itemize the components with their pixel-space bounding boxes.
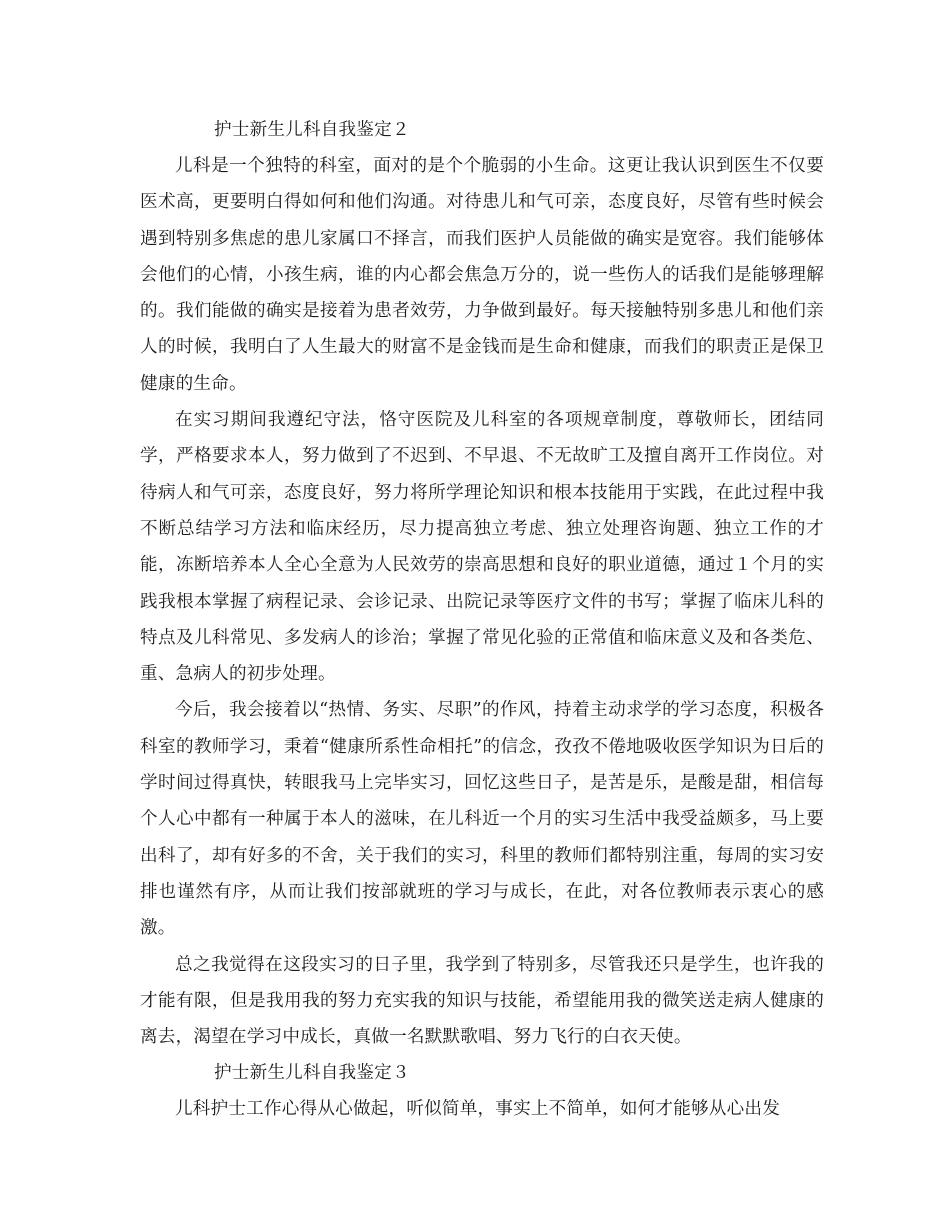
paragraph-2-1: 儿科是一个独特的科室，面对的是个个脆弱的小生命。这更让我认识到医生不仅要医术高，更要明白得如何和他们沟通。对待患儿和气可亲，态度良好，尽管有些时候会遇到特别多焦虑的患儿家属口不择言，而我们医护人员能做的确实是宽容。我们能够体会他们的心情，小孩生病，谁的内心都会焦急万分的，说一些伤人的话我们是能够理解的。我们能做的确实是接着为患者效劳，力争做到最好。每天接触特别多患儿和他们亲人的时候，我明白了人生最大的财富不是金钱而是生命和健康，而我们的职责正是保卫健康的生命。 — [140, 156, 824, 394]
document-body — [140, 112, 824, 1128]
paragraph-3-1: 儿科护士工作心得从心做起，听似简单，事实上不简单，如何才能够从心出发 — [175, 1099, 780, 1120]
section-heading-2: 护士新生儿科自我鉴定２ — [214, 120, 410, 140]
section-heading-3: 护士新生儿科自我鉴定３ — [214, 1063, 410, 1084]
paragraph-2-4: 总之我觉得在这段实习的日子里，我学到了特别多，尽管我还只是学生，也许我的才能有限，但是我用我的努力充实我的知识与技能，希望能用我的微笑送走病人健康的离去，渴望在学习中成长，真做一名默默歌唱、努力飞行的白衣天使。 — [140, 954, 824, 1048]
paragraph-2-2: 在实习期间我遵纪守法，恪守医院及儿科室的各项规章制度，尊敬师长，团结同学，严格要求本人，努力做到了不迟到、不早退、不无故旷工及擅自离开工作岗位。对待病人和气可亲，态度良好，努力将所学理论知识和根本技能用于实践，在此过程中我不断总结学习方法和临床经历，尽力提高独立考虑、独立处理咨询题、独立工作的才能，冻断培养本人全心全意为人民效劳的崇高思想和良好的职业道德，通过１个月的实践我根本掌握了病程记录、会诊记录、出院记录等医疗文件的书写；掌握了临床儿科的特点及儿科常见、多发病人的诊治；掌握了常见化验的正常值和临床意义及和各类危、重、急病人的初步处理。 — [140, 410, 824, 685]
paragraph-2-3: 今后，我会接着以“热情、务实、尽职”的作风，持着主动求学的学习态度，积极各科室的教师学习，秉着“健康所系性命相托”的信念，孜孜不倦地吸收医学知识为日后的学时间过得真快，转眼我马上完毕实习，回忆这些日子，是苦是乐，是酸是甜，相信每个人心中都有一种属于本人的滋味，在儿科近一个月的实习生活中我受益颇多，马上要出科了，却有好多的不舍，关于我们的实习，科里的教师们都特别注重，每周的实习安排也谨然有序，从而让我们按部就班的学习与成长，在此，对各位教师表示衷心的感激。 — [140, 700, 824, 939]
